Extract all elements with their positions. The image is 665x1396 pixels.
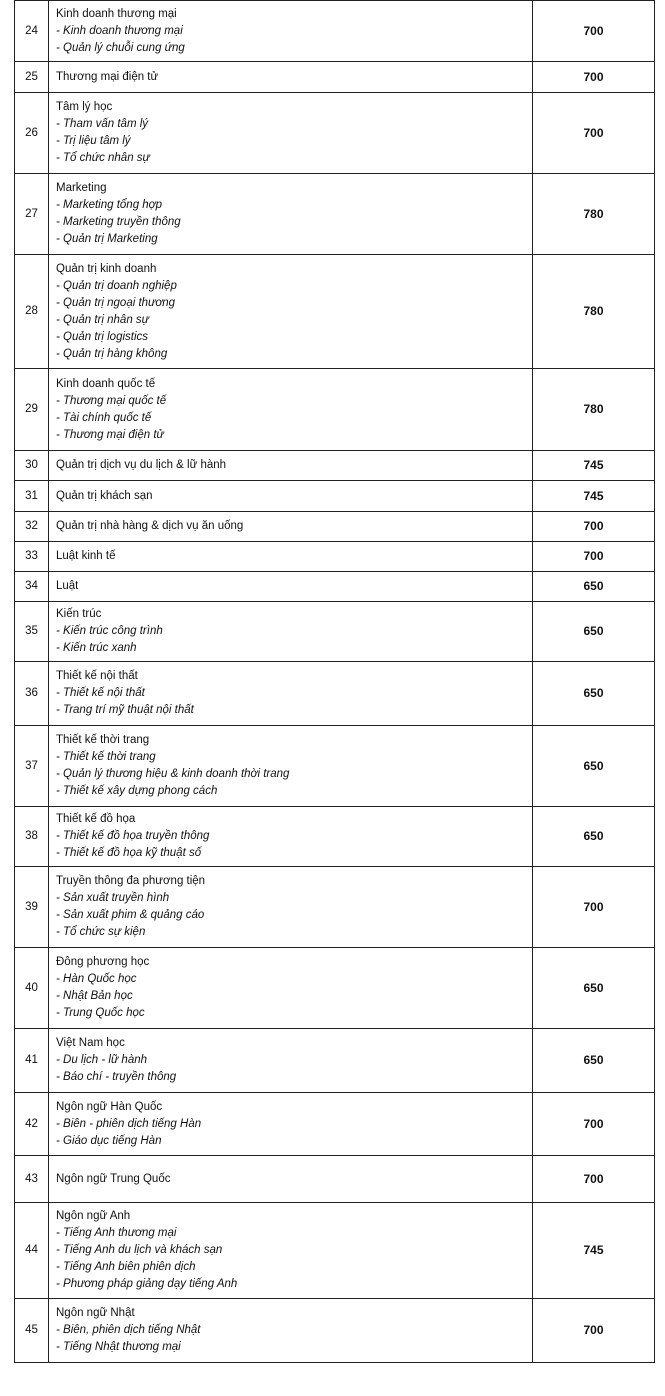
score-value: 745 bbox=[533, 1203, 655, 1299]
major-cell bbox=[49, 662, 533, 726]
major-name: Quản trị dịch vụ du lịch & lữ hành bbox=[56, 459, 227, 471]
score-value: 700 bbox=[533, 542, 655, 572]
major-name: Đông phương học bbox=[56, 956, 150, 968]
specialization-item: - Quản trị Marketing bbox=[56, 233, 158, 245]
score-value: 745 bbox=[533, 451, 655, 481]
score-value: 780 bbox=[533, 369, 655, 451]
table-row bbox=[15, 369, 655, 451]
major-name: Quản trị khách sạn bbox=[56, 489, 153, 502]
specialization-item: - Quản trị logistics bbox=[56, 330, 149, 343]
table-row bbox=[15, 512, 655, 542]
specialization-item: - Trang trí mỹ thuật nội thất bbox=[56, 704, 194, 716]
score-value: 650 bbox=[533, 1029, 655, 1093]
row-number: 28 bbox=[15, 255, 49, 369]
row-number: 27 bbox=[15, 174, 49, 255]
major-name: Ngôn ngữ Hàn Quốc bbox=[56, 1100, 163, 1113]
specialization-item: - Thương mại quốc tế bbox=[56, 394, 167, 407]
specialization-item: - Sản xuất truyền hình bbox=[56, 892, 170, 904]
score-value: 700 bbox=[533, 867, 655, 948]
row-number: 43 bbox=[15, 1156, 49, 1203]
specialization-item: - Nhật Bản học bbox=[56, 990, 133, 1002]
specialization-item: - Kiến trúc công trình bbox=[56, 625, 163, 637]
specialization-item: - Quản trị doanh nghiệp bbox=[56, 279, 177, 292]
major-cell bbox=[49, 174, 533, 255]
specialization-item: - Quản trị nhân sự bbox=[56, 313, 149, 326]
row-number: 39 bbox=[15, 867, 49, 948]
major-name: Kinh doanh thương mại bbox=[56, 7, 177, 20]
score-value: 650 bbox=[533, 726, 655, 807]
major-name: Thiết kế nội thất bbox=[56, 670, 138, 682]
major-name: Kiến trúc bbox=[56, 608, 102, 620]
row-number: 41 bbox=[15, 1029, 49, 1093]
major-cell bbox=[49, 1093, 533, 1156]
specialization-item: - Thiết kế xây dựng phong cách bbox=[56, 785, 218, 797]
specialization-item: - Biên, phiên dịch tiếng Nhật bbox=[56, 1324, 201, 1336]
major-cell bbox=[49, 572, 533, 602]
major-name: Thiết kế thời trang bbox=[56, 734, 150, 746]
major-name: Truyền thông đa phương tiện bbox=[56, 875, 206, 887]
table-row bbox=[15, 255, 655, 369]
row-number: 35 bbox=[15, 602, 49, 662]
major-cell bbox=[49, 481, 533, 512]
major-name: Ngôn ngữ Anh bbox=[56, 1210, 131, 1222]
row-number: 25 bbox=[15, 62, 49, 93]
specialization-item: - Marketing truyền thông bbox=[56, 216, 181, 228]
row-number: 37 bbox=[15, 726, 49, 807]
specialization-item: - Tổ chức sự kiện bbox=[56, 926, 146, 938]
table-row bbox=[15, 1203, 655, 1299]
row-number: 24 bbox=[15, 1, 49, 62]
specialization-item: - Tiếng Anh biên phiên dịch bbox=[56, 1261, 196, 1273]
table-row bbox=[15, 481, 655, 512]
score-value: 700 bbox=[533, 1093, 655, 1156]
score-value: 650 bbox=[533, 572, 655, 602]
table-row bbox=[15, 451, 655, 481]
specialization-item: - Báo chí - truyền thông bbox=[56, 1071, 177, 1083]
specialization-item: - Trị liệu tâm lý bbox=[56, 135, 131, 147]
specialization-item: - Phương pháp giảng dạy tiếng Anh bbox=[56, 1278, 238, 1290]
row-number: 26 bbox=[15, 93, 49, 174]
major-cell bbox=[49, 602, 533, 662]
major-name: Ngôn ngữ Nhật bbox=[56, 1307, 135, 1319]
row-number: 36 bbox=[15, 662, 49, 726]
row-number: 31 bbox=[15, 481, 49, 512]
specialization-item: - Thiết kế thời trang bbox=[56, 751, 156, 763]
score-value: 650 bbox=[533, 602, 655, 662]
major-cell bbox=[49, 1203, 533, 1299]
row-number: 34 bbox=[15, 572, 49, 602]
score-value: 700 bbox=[533, 512, 655, 542]
table-row bbox=[15, 948, 655, 1029]
specialization-item: - Thiết kế đồ họa kỹ thuật số bbox=[56, 847, 202, 859]
table-row bbox=[15, 1029, 655, 1093]
major-cell bbox=[49, 1029, 533, 1093]
major-cell bbox=[49, 807, 533, 867]
row-number: 29 bbox=[15, 369, 49, 451]
score-value: 780 bbox=[533, 255, 655, 369]
major-cell bbox=[49, 451, 533, 481]
table-row bbox=[15, 726, 655, 807]
major-name: Quản trị nhà hàng & dịch vụ ăn uống bbox=[56, 520, 244, 532]
major-cell bbox=[49, 62, 533, 93]
row-number: 33 bbox=[15, 542, 49, 572]
score-value: 700 bbox=[533, 1156, 655, 1203]
major-name: Quản trị kinh doanh bbox=[56, 262, 157, 275]
table-row bbox=[15, 867, 655, 948]
score-value: 650 bbox=[533, 662, 655, 726]
major-cell bbox=[49, 255, 533, 369]
major-cell bbox=[49, 1156, 533, 1203]
major-cell bbox=[49, 93, 533, 174]
major-cell bbox=[49, 867, 533, 948]
table-row bbox=[15, 1299, 655, 1363]
score-value: 780 bbox=[533, 174, 655, 255]
specialization-item: - Tham vấn tâm lý bbox=[56, 118, 149, 130]
score-value: 745 bbox=[533, 481, 655, 512]
row-number: 30 bbox=[15, 451, 49, 481]
table-body bbox=[15, 1, 655, 1363]
specialization-item: - Du lịch - lữ hành bbox=[56, 1054, 148, 1066]
table-row bbox=[15, 174, 655, 255]
specialization-item: - Trung Quốc học bbox=[56, 1007, 145, 1019]
table-row bbox=[15, 1, 655, 62]
score-value: 650 bbox=[533, 948, 655, 1029]
specialization-item: - Thiết kế đồ họa truyền thông bbox=[56, 830, 210, 842]
table-row bbox=[15, 542, 655, 572]
major-name: Việt Nam học bbox=[56, 1037, 125, 1049]
specialization-item: - Quản lý thương hiệu & kinh doanh thời trang bbox=[56, 768, 290, 780]
row-number: 40 bbox=[15, 948, 49, 1029]
score-value: 700 bbox=[533, 93, 655, 174]
specialization-item: - Kinh doanh thương mại bbox=[56, 24, 183, 37]
specialization-item: - Hàn Quốc học bbox=[56, 973, 137, 985]
row-number: 42 bbox=[15, 1093, 49, 1156]
score-value: 650 bbox=[533, 807, 655, 867]
major-name: Luật kinh tế bbox=[56, 550, 116, 562]
admission-score-table bbox=[14, 0, 655, 1363]
major-name: Kinh doanh quốc tế bbox=[56, 377, 156, 390]
score-value: 700 bbox=[533, 62, 655, 93]
table-row bbox=[15, 93, 655, 174]
major-cell bbox=[49, 1299, 533, 1363]
specialization-item: - Tài chính quốc tế bbox=[56, 411, 152, 424]
specialization-item: - Thiết kế nội thất bbox=[56, 687, 145, 699]
table-row bbox=[15, 572, 655, 602]
row-number: 38 bbox=[15, 807, 49, 867]
major-name: Thiết kế đồ họa bbox=[56, 813, 136, 825]
major-name: Thương mại điện tử bbox=[56, 70, 159, 83]
specialization-item: - Tiếng Anh thương mại bbox=[56, 1227, 177, 1239]
table-row bbox=[15, 1156, 655, 1203]
major-name: Ngôn ngữ Trung Quốc bbox=[56, 1172, 171, 1185]
specialization-item: - Quản trị hàng không bbox=[56, 347, 168, 360]
major-name: Luật bbox=[56, 580, 79, 592]
row-number: 32 bbox=[15, 512, 49, 542]
score-value: 700 bbox=[533, 1, 655, 62]
specialization-item: - Thương mại điện tử bbox=[56, 428, 164, 441]
major-cell bbox=[49, 948, 533, 1029]
specialization-item: - Marketing tổng hợp bbox=[56, 199, 163, 211]
major-cell bbox=[49, 726, 533, 807]
table-row bbox=[15, 1093, 655, 1156]
specialization-item: - Biên - phiên dịch tiếng Hàn bbox=[56, 1117, 202, 1130]
row-number: 44 bbox=[15, 1203, 49, 1299]
major-cell bbox=[49, 542, 533, 572]
table-row bbox=[15, 807, 655, 867]
major-cell bbox=[49, 1, 533, 62]
major-name: Marketing bbox=[56, 182, 107, 194]
specialization-item: - Tổ chức nhân sự bbox=[56, 152, 150, 164]
row-number: 45 bbox=[15, 1299, 49, 1363]
table-row bbox=[15, 62, 655, 93]
major-cell bbox=[49, 512, 533, 542]
specialization-item: - Quản lý chuỗi cung ứng bbox=[56, 41, 185, 54]
specialization-item: - Sản xuất phim & quảng cáo bbox=[56, 909, 205, 921]
table-row bbox=[15, 662, 655, 726]
table-row bbox=[15, 602, 655, 662]
major-name: Tâm lý học bbox=[56, 101, 113, 113]
score-value: 700 bbox=[533, 1299, 655, 1363]
specialization-item: - Tiếng Anh du lịch và khách sạn bbox=[56, 1244, 223, 1256]
specialization-item: - Kiến trúc xanh bbox=[56, 642, 137, 654]
specialization-item: - Tiếng Nhật thương mại bbox=[56, 1341, 181, 1353]
specialization-item: - Quản trị ngoại thương bbox=[56, 296, 176, 309]
major-cell bbox=[49, 369, 533, 451]
specialization-item: - Giáo dục tiếng Hàn bbox=[56, 1134, 162, 1147]
